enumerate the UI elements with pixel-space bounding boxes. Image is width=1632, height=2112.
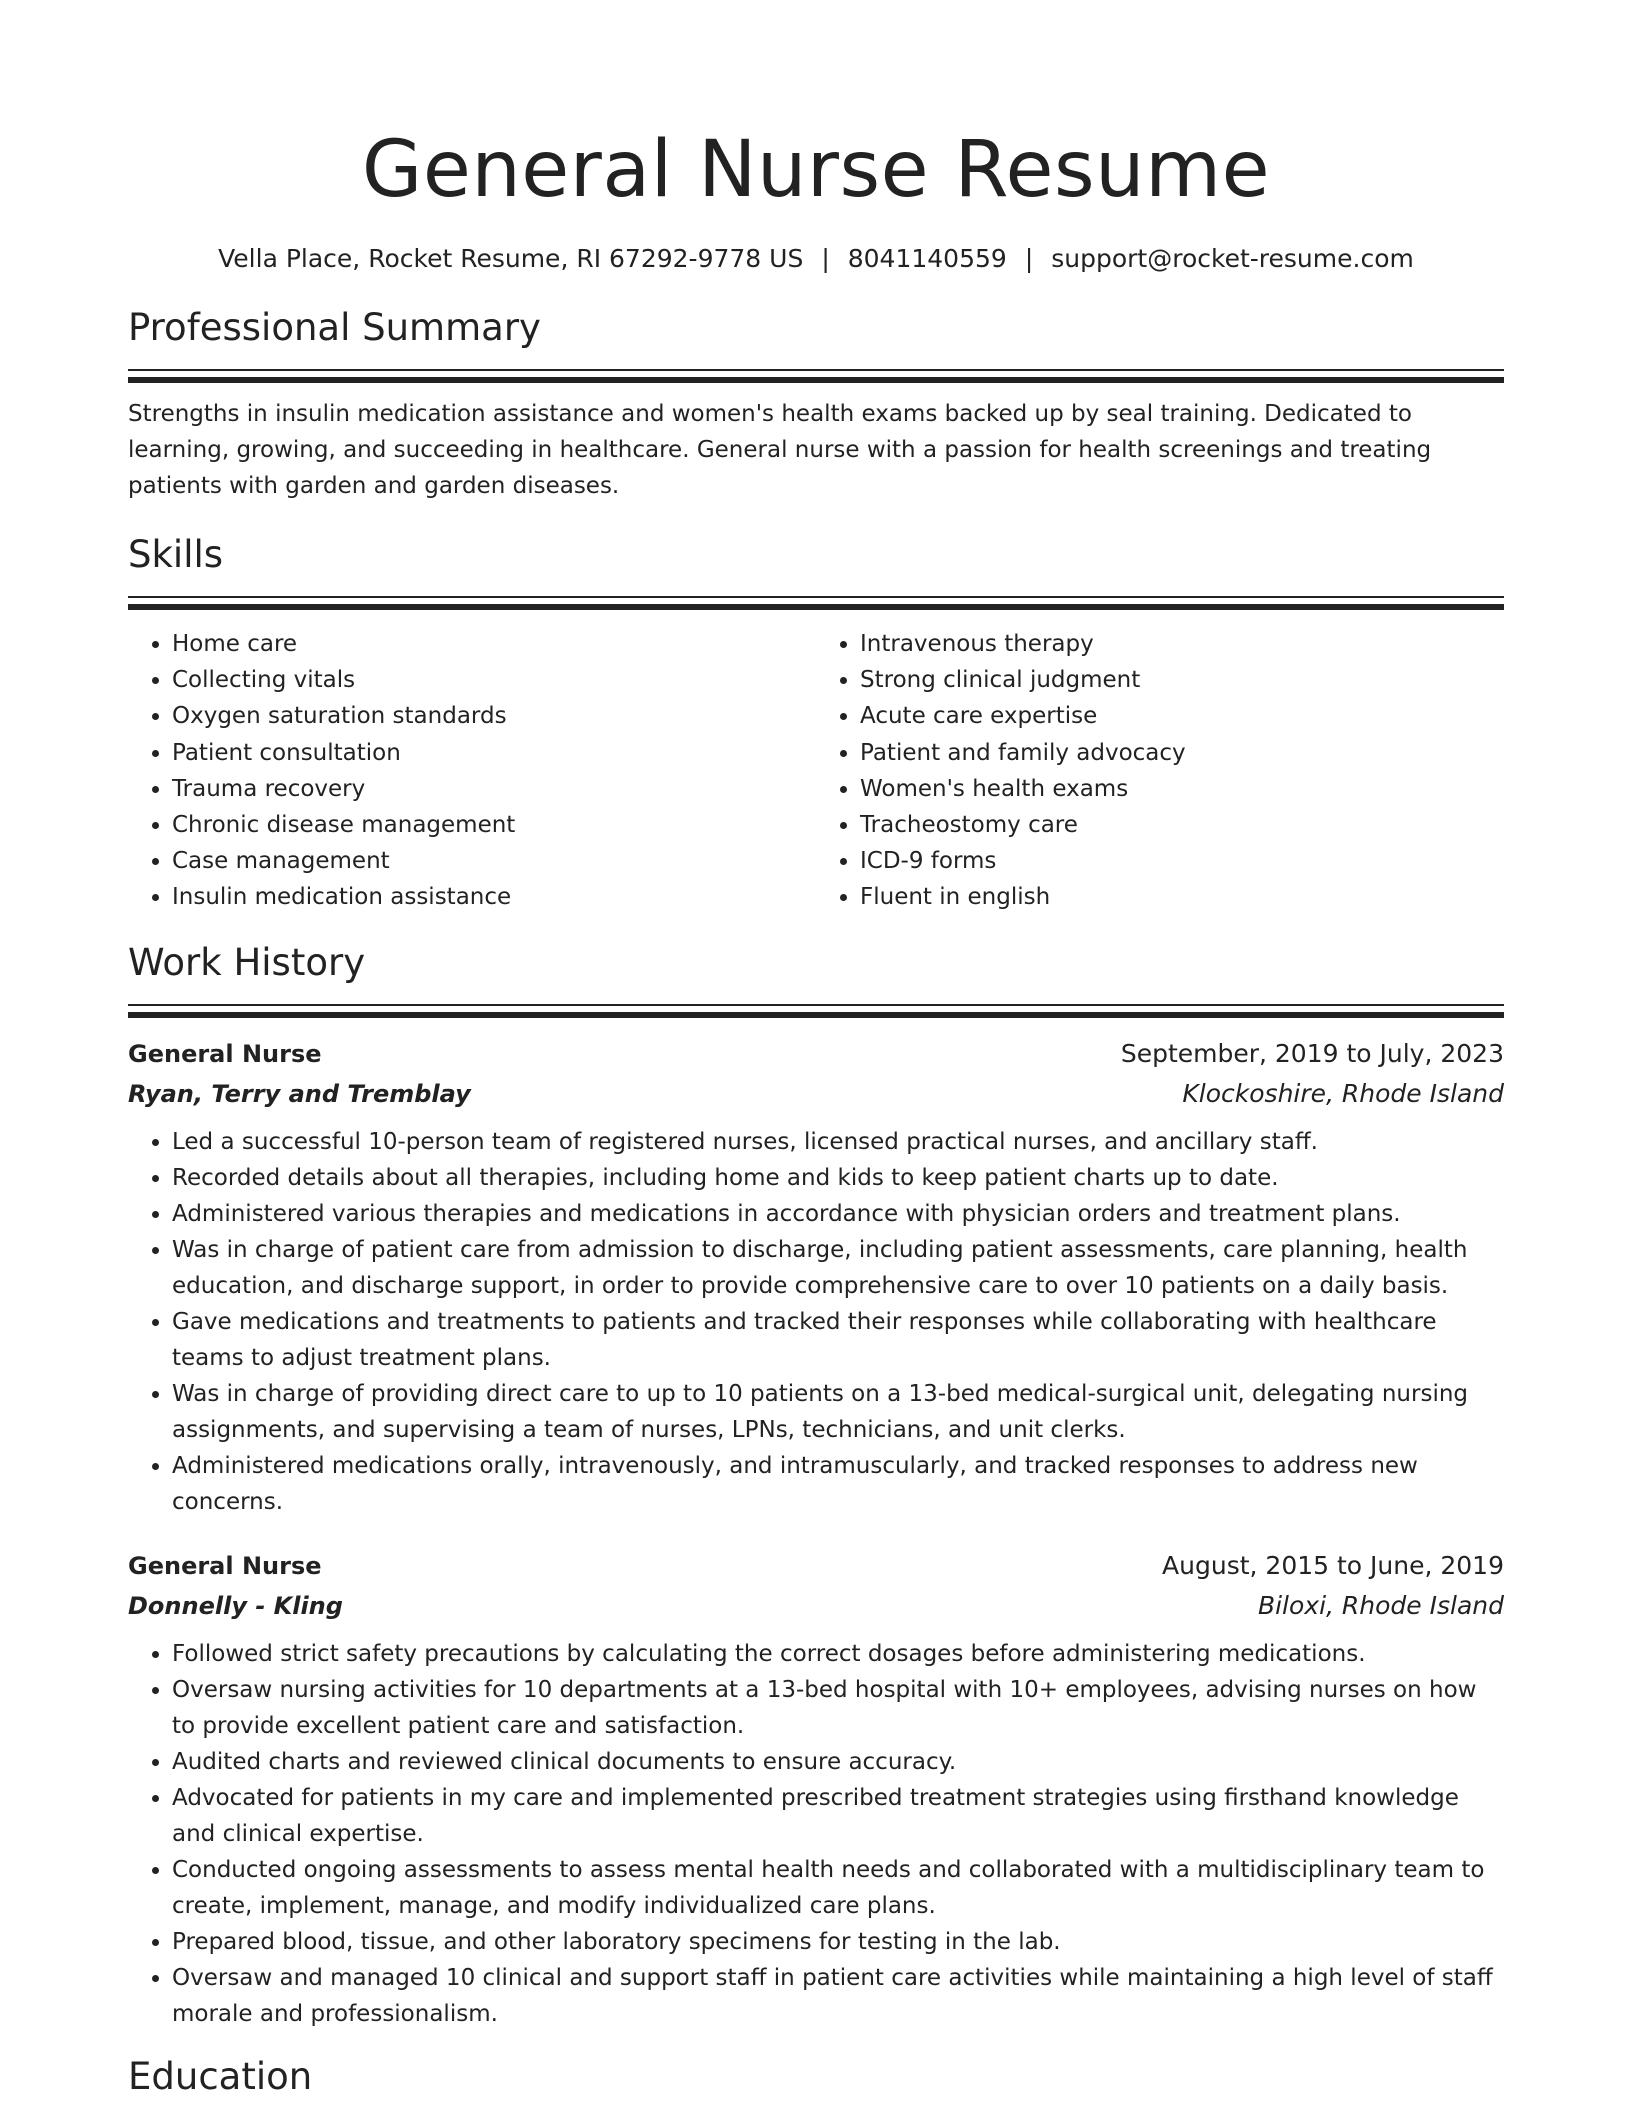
skill-item: • Collecting vitals	[172, 662, 816, 698]
job-bullet: • Oversaw nursing activities for 10 departments at a 13-bed hospital with 10+ employees, advising nurses on how to provide excellent patient care and satisfaction.	[172, 1672, 1504, 1744]
job-bullet: • Advocated for patients in my care and implemented prescribed treatment strategies using firsthand knowledge and clinical expertise.	[172, 1780, 1504, 1852]
job-bullet: • Conducted ongoing assessments to assess mental health needs and collaborated with a multidisciplinary team to create, implement, manage, and modify individualized care plans.	[172, 1852, 1504, 1924]
skill-item: • Oxygen saturation standards	[172, 698, 816, 734]
section-divider	[128, 596, 1504, 610]
work-history-heading: Work History	[128, 940, 366, 984]
job-entry	[128, 1546, 1504, 2032]
job-dates: September, 2019 to July, 2023	[1120, 1038, 1504, 1068]
contact-email: support@rocket-resume.com	[1051, 244, 1414, 273]
skill-item: • Insulin medication assistance	[172, 879, 816, 915]
job-title: General Nurse	[128, 1551, 322, 1580]
skill-item: • Patient consultation	[172, 735, 816, 771]
job-bullet: • Was in charge of patient care from admission to discharge, including patient assessments, care planning, health education, and discharge support, in order to provide comprehensive care to over 10 patients on a daily basis.	[172, 1232, 1504, 1304]
contact-line	[128, 242, 1504, 276]
resume-page	[128, 0, 1504, 2102]
skills-section	[128, 530, 1504, 916]
contact-address: Vella Place, Rocket Resume, RI 67292-9778 US	[218, 244, 804, 273]
skill-item: • Case management	[172, 843, 816, 879]
skill-item: • Acute care expertise	[860, 698, 1504, 734]
job-bullet: • Audited charts and reviewed clinical documents to ensure accuracy.	[172, 1744, 1504, 1780]
contact-separator: |	[1024, 244, 1034, 273]
skill-item: • Home care	[172, 626, 816, 662]
work-history-section	[128, 938, 1504, 2032]
education-heading: Education	[128, 2054, 313, 2098]
skill-item: • ICD-9 forms	[860, 843, 1504, 879]
job-dates: August, 2015 to June, 2019	[1162, 1550, 1504, 1580]
job-company: Donnelly - Kling	[128, 1591, 343, 1620]
job-header-row	[128, 1034, 1504, 1074]
education-section	[128, 2052, 1504, 2102]
summary-heading: Professional Summary	[128, 306, 541, 349]
skill-item: • Chronic disease management	[172, 807, 816, 843]
job-bullet: • Was in charge of providing direct care to up to 10 patients on a 13-bed medical-surgical unit, delegating nursing assignments, and supervising a team of nurses, LPNs, technicians, and unit clerks.	[172, 1376, 1504, 1448]
contact-phone: 8041140559	[847, 244, 1007, 273]
job-bullet: • Oversaw and managed 10 clinical and support staff in patient care activities while maintaining a high level of staff morale and professionalism.	[172, 1960, 1504, 2032]
skills-column-right	[816, 626, 1504, 916]
job-bullets	[128, 1636, 1504, 2032]
job-subheader-row	[128, 1586, 1504, 1626]
skill-item: • Fluent in english	[860, 879, 1504, 915]
job-bullet: • Gave medications and treatments to patients and tracked their responses while collaborating with healthcare teams to adjust treatment plans.	[172, 1304, 1504, 1376]
job-bullets	[128, 1124, 1504, 1520]
contact-separator: |	[821, 244, 830, 273]
job-location: Biloxi, Rhode Island	[1257, 1590, 1504, 1620]
job-bullet: • Followed strict safety precautions by calculating the correct dosages before administering medications.	[172, 1636, 1504, 1672]
job-bullet: • Prepared blood, tissue, and other laboratory specimens for testing in the lab.	[172, 1924, 1504, 1960]
job-bullet: • Led a successful 10-person team of registered nurses, licensed practical nurses, and ancillary staff.	[172, 1124, 1504, 1160]
summary-section	[128, 303, 1504, 504]
job-entry	[128, 1034, 1504, 1520]
job-bullet: • Recorded details about all therapies, including home and kids to keep patient charts up to date.	[172, 1160, 1504, 1196]
skills-column-left	[128, 626, 816, 916]
skill-item: • Strong clinical judgment	[860, 662, 1504, 698]
skill-item: • Tracheostomy care	[860, 807, 1504, 843]
job-subheader-row	[128, 1074, 1504, 1114]
section-divider	[128, 1004, 1504, 1018]
skill-item: • Intravenous therapy	[860, 626, 1504, 662]
job-bullet: • Administered various therapies and medications in accordance with physician orders and treatment plans.	[172, 1196, 1504, 1232]
skill-item: • Women's health exams	[860, 771, 1504, 807]
resume-title: General Nurse Resume	[361, 125, 1271, 215]
job-bullet: • Administered medications orally, intravenously, and intramuscularly, and tracked responses to address new concerns.	[172, 1448, 1504, 1520]
skills-heading: Skills	[128, 533, 224, 576]
job-title: General Nurse	[128, 1039, 322, 1068]
skills-list	[128, 626, 1504, 916]
summary-text: Strengths in insulin medication assistance and women's health exams backed up by seal training. Dedicated to learning, growing, and succeeding in healthcare. General nurse with a passion for health screenings and treating patients with garden and garden diseases.	[128, 401, 1432, 499]
job-header-row	[128, 1546, 1504, 1586]
job-company: Ryan, Terry and Tremblay	[128, 1079, 471, 1108]
skill-item: • Trauma recovery	[172, 771, 816, 807]
skill-item: • Patient and family advocacy	[860, 735, 1504, 771]
section-divider	[128, 369, 1504, 383]
job-location: Klockoshire, Rhode Island	[1182, 1078, 1504, 1108]
